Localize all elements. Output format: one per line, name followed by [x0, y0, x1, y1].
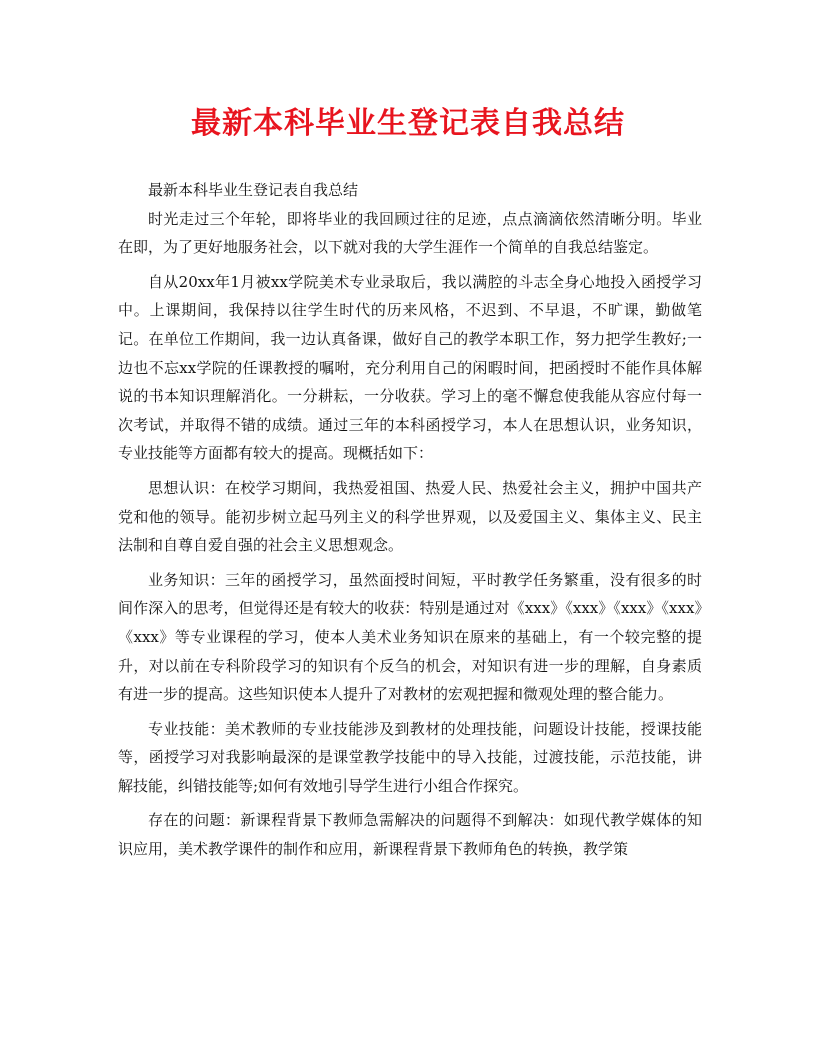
document-body	[118, 176, 702, 870]
paragraph-intro: 时光走过三个年轮，即将毕业的我回顾过往的足迹，点点滴滴依然清晰分明。毕业在即，为了更好地服务社会，以下就对我的大学生涯作一个简单的自我总结鉴定。	[118, 209, 702, 257]
paragraph-study: 自从20xx年1月被xx学院美术专业录取后，我以满腔的斗志全身心地投入函授学习中。上课期间，我保持以往学生时代的历来风格，不迟到、不早退，不旷课，勤做笔记。在单位工作期间，我一边认真备课，做好自己的教学本职工作，努力把学生教好;一边也不忘xx学院的任课教授的嘱咐，充分利用自己的闲暇时间，把函授时不能作具体解说的书本知识理解消化。一分耕耘，一分收获。学习上的毫不懈怠使我能从容应付每一次考试，并取得不错的成绩。通过三年的本科函授学习，本人在思想认识，业务知识，专业技能等方面都有较大的提高。现概括如下：	[118, 272, 702, 463]
paragraph-knowledge: 业务知识：三年的函授学习，虽然面授时间短，平时教学任务繁重，没有很多的时间作深入的思考，但觉得还是有较大的收获：特别是通过对《xxx》《xxx》《xxx》《xxx》《xxx》等专业课程的学习，使本人美术业务知识在原来的基础上，有一个较完整的提升，对以前在专科阶段学习的知识有个反刍的机会，对知识有进一步的理解，自身素质有进一步的提高。这些知识使本人提升了对教材的宏观把握和微观处理的整合能力。	[118, 570, 702, 704]
paragraph-problems: 存在的问题：新课程背景下教师急需解决的问题得不到解决：如现代教学媒体的知识应用，美术教学课件的制作和应用，新课程背景下教师角色的转换，教学策	[118, 811, 702, 859]
paragraph-heading: 最新本科毕业生登记表自我总结	[148, 181, 359, 199]
document-title: 最新本科毕业生登记表自我总结	[191, 106, 625, 141]
paragraph-skills: 专业技能：美术教师的专业技能涉及到教材的处理技能，问题设计技能，授课技能等，函授学习对我影响最深的是课堂教学技能中的导入技能，过渡技能，示范技能，讲解技能，纠错技能等;如何有效地引导学生进行小组合作探究。	[118, 719, 702, 795]
paragraph-ideology: 思想认识：在校学习期间，我热爱祖国、热爱人民、热爱社会主义，拥护中国共产党和他的领导。能初步树立起马列主义的科学世界观，以及爱国主义、集体主义、民主法制和自尊自爱自强的社会主义思想观念。	[118, 478, 702, 555]
